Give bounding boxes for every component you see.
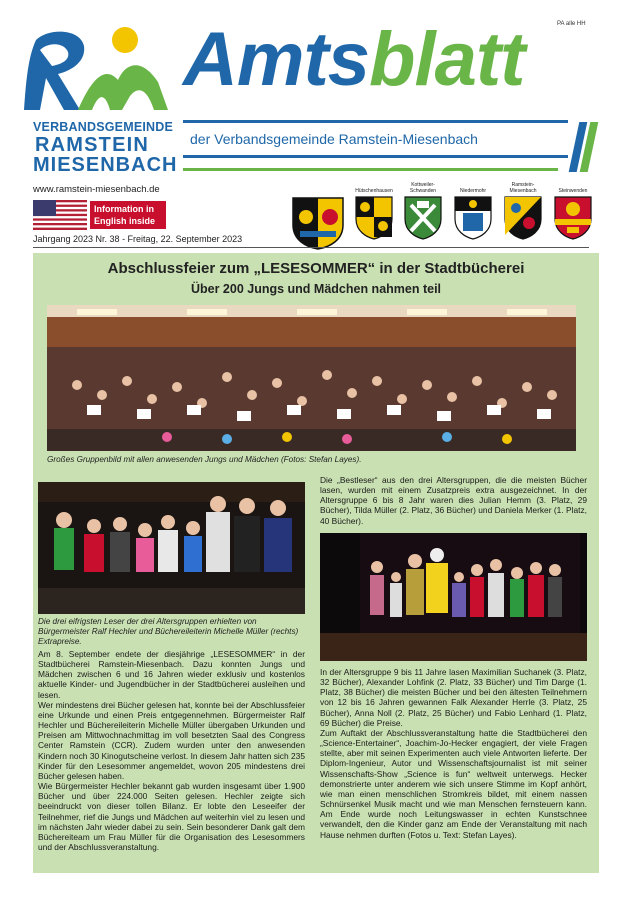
paragraph: Am 8. September endete der diesjährige „LESESOMMER“ in der Stadtbücherei Ramstein-Miesenbach. Dazu konnten Jungs und Mädchen zwischen 6 und 16 Jahren wieder exklusiv und kostenlos aktuelle Kinder- und Jugendbücher in der Stadtbücherei ausleihen und lesen. — [38, 649, 305, 700]
org-name-line2: RAMSTEIN — [35, 134, 150, 156]
article-headline: Abschlussfeier zum „LESESOMMER“ in der Stadtbücherei — [107, 260, 525, 277]
coat-of-arms-vg — [288, 180, 348, 251]
us-flag-icon — [33, 200, 87, 230]
coat-of-arms-kottweiler-icon — [403, 195, 443, 241]
main-photo-caption: Großes Gruppenbild mit allen anwesenden Jungs und Mädchen (Fotos: Stefan Layes). — [47, 455, 362, 464]
issue-info: Jahrgang 2023 Nr. 38 - Freitag, 22. September 2023 — [33, 234, 243, 244]
science-show-photo-image — [320, 533, 587, 661]
distribution-note: PA alle HH — [557, 21, 586, 27]
org-name-line1: VERBANDSGEMEINDE — [33, 120, 174, 134]
website-link[interactable]: www.ramstein-miesenbach.de — [33, 184, 160, 195]
english-info-badge: Information in English inside — [90, 201, 166, 229]
coat-of-arms-ramstein-icon — [503, 195, 543, 241]
header-rule — [33, 247, 589, 248]
rm-logo-icon — [18, 22, 168, 122]
coat-of-arms-huetschenhausen-icon — [354, 195, 394, 241]
coat-of-arms-ramstein-miesenbach: Ramstein-Miesenbach — [500, 180, 546, 241]
coat-of-arms-niedermohr-icon — [453, 195, 493, 241]
winners-photo-image — [38, 482, 305, 614]
coat-of-arms-steinwenden: Steinwenden — [550, 180, 596, 241]
coat-of-arms-steinwenden-icon — [553, 195, 593, 241]
winners-photo — [38, 482, 305, 614]
science-show-photo — [320, 533, 587, 661]
divider — [183, 168, 558, 171]
masthead-subtitle: der Verbandsgemeinde Ramstein-Miesenbach — [190, 131, 478, 147]
paragraph: Zum Auftakt der Abschlussveranstaltung hatte die Stadtbücherei den „Science-Entertainer“, Joachim-Jo-Hecker engagiert, der viele Fragen stellte, aber mit seinen Experimenten auch viele Antworten lieferte. Der Diplom-Ingenieur, Autor und Wissenschaftsjournalist ist mit seiner Wissenschafts-Show „Science is fun“ weltweit unterwegs. Hecker demonstrierte unter anderem wie sich unsere Stimme im Kopf anhört, wie man einen menschlichen Stromkreis bildet, mit einem nassen Schnürsenkel Musik macht und wie man Menschen fernsteuern kann. Am Ende wurde noch Leitungswasser in echten Kunstschnee verwandelt, den die Kinder ganz am Ende der Veranstaltung mit nach Hause nehmen durften (Fotos u. Text: Stefan Layes). — [320, 727, 587, 840]
winners-photo-caption: Die drei eifrigsten Leser der drei Altersgruppen erhielten von Bürgermeister Ralf Hechler und Büchereileiterin Michelle Müller (rechts) Extrapreise. — [38, 617, 299, 646]
paragraph: Wer mindestens drei Bücher gelesen hat, konnte bei der Abschlussfeier eine Urkunde und einen Preis entgegennehmen. Bürgermeister Ralf Hechler und Büchereileiterin Michelle Müller übergaben Urkunden und Preisen am Mittwochnachmittag im voll besetzten Saal des Congress Center Ramstein (CCR). Zudem wurden unter den anwesenden Kindern noch 30 Kinogutscheine verlost. In diesem Jahr hatten sich 235 Kinder für den Lesesommer angemeldet, wovon 205 mindestens drei Bücher gelesen haben. — [38, 699, 305, 781]
coat-of-arms-vg-icon — [290, 195, 346, 251]
paragraph: Die „Bestleser“ aus den drei Altersgruppen, die die meisten Bücher lasen, wurden mit einem Zusatzpreis extra ausgezeichnet. In der Altersgruppe 6 bis 8 Jahr waren dies Julian Hemm (3. Platz, 29 Bücher), Tilda Müller (2. Platz, 36 Bücher) und Daniela Merker (1. Platz, 40 Bücher). — [320, 475, 587, 526]
org-name-line3: MIESENBACH — [33, 154, 178, 176]
article-subheadline: Über 200 Jungs und Mädchen nahmen teil — [190, 282, 442, 296]
article-body-left — [38, 649, 305, 852]
coat-of-arms-niedermohr: Niedermohr — [450, 180, 496, 241]
paragraph: Wie Bürgermeister Hechler bekannt gab wurden insgesamt über 1.900 Bücher und über 224.000 Seiten gelesen. Hechler zeigte sich beeindruckt von dieser tollen Bilanz. Er lobte den Leseeifer der Teilnehmer, rief die Jungs und Mädchen auf weiterhin viel zu lesen und im nächsten Jahr wieder dabei zu sein. Sein besonderer Dank galt dem Büchereiteam um Frau Müller für die Organisation des Lesesommers und der Abschlussveranstaltung. — [38, 781, 305, 852]
article-body-right-top — [320, 475, 587, 526]
masthead-title: Amtsblatt — [183, 17, 525, 102]
coat-of-arms-kottweiler-schwanden: Kottweiler-Schwanden — [400, 180, 446, 241]
group-photo-image — [47, 305, 576, 451]
article-body-right-bottom — [320, 667, 587, 840]
paragraph: In der Altersgruppe 9 bis 11 Jahre lasen Maximilian Suchanek (3. Platz, 32 Bücher), Alexander Lohfink (2. Platz, 33 Bücher) und Tim Darge (1. Platz, 38 Bücher) die meisten Bücher und bei den ältesten Teilnehmern von 12 bis 16 Jahren gewannen Falk Alexander Herrle (3. Platz, 25 Bücher), Anna Noll (2. Platz, 25 Bücher) und Fabio Lenhard (1. Platz, 69 Bücher) die Preise. — [320, 667, 587, 728]
group-photo — [47, 305, 576, 451]
coat-of-arms-huetschenhausen: Hütschenhausen — [352, 180, 396, 241]
